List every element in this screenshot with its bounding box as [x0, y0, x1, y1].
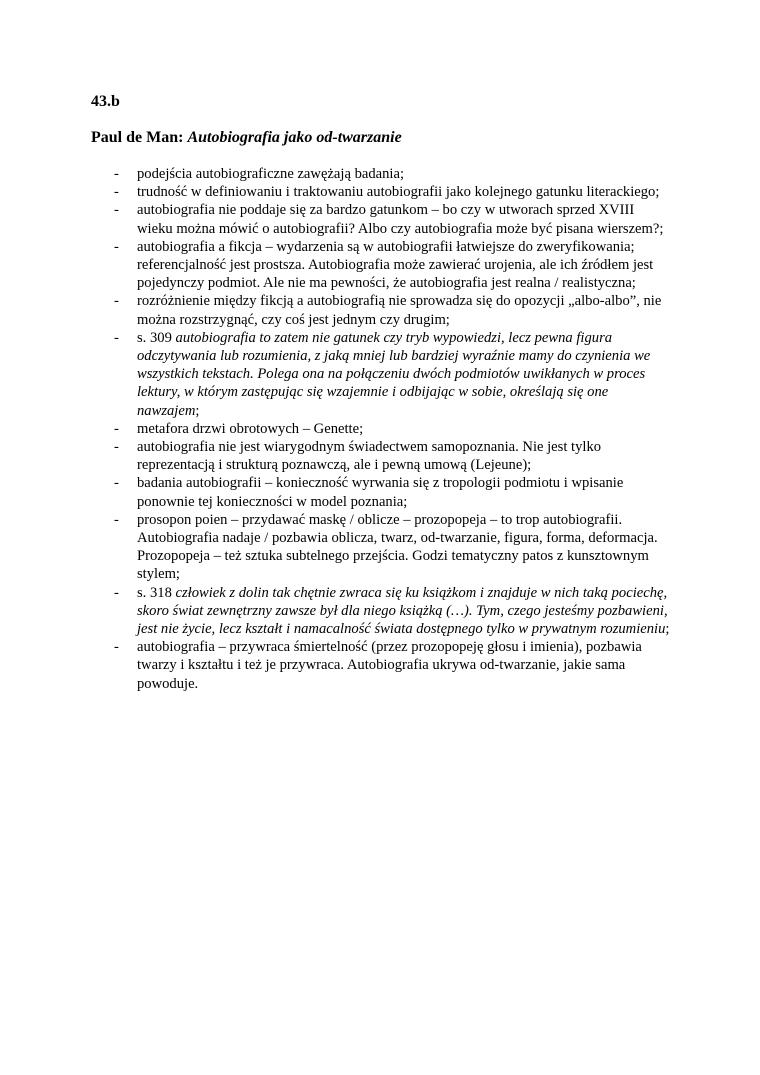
bullet-dash: - [114, 439, 119, 456]
title-work: Autobiografia jako od-twarzanie [187, 129, 402, 146]
list-item-text: autobiografia – przywraca śmiertelność (przez prozopopeję głosu i imienia), pozbawia twarzy i kształtu i też je przywraca. Autobiografia ukrywa od-twarzanie, jakie sama powoduje. [137, 639, 642, 692]
list-item-text: trudność w definiowaniu i traktowaniu autobiografii jako kolejnego gatunku literackiego; [137, 184, 660, 201]
bullet-dash: - [114, 511, 119, 528]
citation-page: s. 309 [137, 329, 176, 346]
bullet-dash: - [114, 184, 119, 201]
list-item [0, 584, 672, 639]
bullet-dash: - [114, 238, 119, 255]
bullet-dash: - [114, 639, 119, 656]
list-item [0, 474, 672, 510]
quote-text: człowiek z dolin tak chętnie zwraca się ku książkom i znajduje w nich taką pociechę, skoro świat zewnętrzny zawsze był dla niego książką (…). Tym, czego jesteśmy pozbawieni, jest nie życie, lecz kształt i namacalność świata dostępnego tylko w prywatnym rozumieniu [137, 584, 668, 638]
page-title [91, 128, 402, 148]
list-item [0, 183, 672, 201]
list-item [0, 329, 672, 420]
list-item [0, 165, 672, 183]
list-item [0, 511, 672, 584]
section-number: 43.b [91, 93, 120, 110]
list-item-text: metafora drzwi obrotowych – Genette; [137, 420, 364, 437]
bullet-dash: - [114, 293, 119, 310]
bullet-dash: - [114, 202, 119, 219]
list-item [0, 238, 672, 293]
list-item-text: podejścia autobiograficzne zawężają badania; [137, 166, 404, 182]
list-item-suffix: ; [195, 402, 200, 419]
notes-list [0, 165, 760, 693]
citation-page: s. 318 [137, 584, 176, 601]
list-item [0, 201, 672, 237]
bullet-dash: - [114, 475, 119, 492]
list-item [0, 438, 672, 474]
list-item-text: autobiografia a fikcja – wydarzenia są w autobiografii łatwiejsze do zweryfikowania; referencjalność jest prostsza. Autobiografia może zawierać urojenia, ale ich źródłem jest pojedynczy podmiot. Ale nie ma pewności, że autobiografia jest realna / realistyczna; [137, 238, 654, 292]
list-item-text: badania autobiografii – konieczność wyrwania się z tropologii podmiotu i wpisanie ponownie tej konieczności w model poznania; [137, 475, 624, 510]
list-item-suffix: ; [665, 621, 670, 638]
list-item [0, 638, 672, 693]
list-item [0, 292, 672, 328]
list-item-text: autobiografia nie poddaje się za bardzo gatunkom – bo czy w utworach sprzed XVIII wieku można mówić o autobiografii? Albo czy autobiografia może być pisana wierszem?; [137, 202, 664, 237]
list-item [0, 420, 672, 438]
quote-text: autobiografia to zatem nie gatunek czy tryb wypowiedzi, lecz pewna figura odczytywania lub rozumienia, z jaką mniej lub bardziej wyraźnie mamy do czynienia we wszystkich tekstach. Polega ona na połączeniu dwóch podmiotów uwikłanych w proces lektury, w którym zastępując się wzajemnie i odbijając w sobie, określają się one nawzajem [137, 329, 651, 419]
list-item-text: rozróżnienie między fikcją a autobiografią nie sprowadza się do opozycji „albo-albo”, nie można rozstrzygnąć, czy coś jest jednym czy drugim; [137, 293, 662, 328]
bullet-dash: - [114, 329, 119, 346]
list-item-text: autobiografia nie jest wiarygodnym świadectwem samopoznania. Nie jest tylko reprezentacją i strukturą poznawczą, ale i pewną umową (Lejeune); [137, 439, 602, 474]
bullet-dash: - [114, 166, 119, 182]
bullet-dash: - [114, 420, 119, 437]
bullet-dash: - [114, 584, 119, 601]
title-author: Paul de Man: [91, 129, 184, 146]
list-item-text: prosopon poien – przydawać maskę / oblicze – prozopopeja – to trop autobiografii. Autobiografia nadaje / pozbawia oblicza, twarz, od-twarzanie, figura, forma, deformacja. Prozopopeja – też sztuka subtelnego przejścia. Godzi tematyczny patos z kunsztownym stylem; [137, 511, 658, 583]
